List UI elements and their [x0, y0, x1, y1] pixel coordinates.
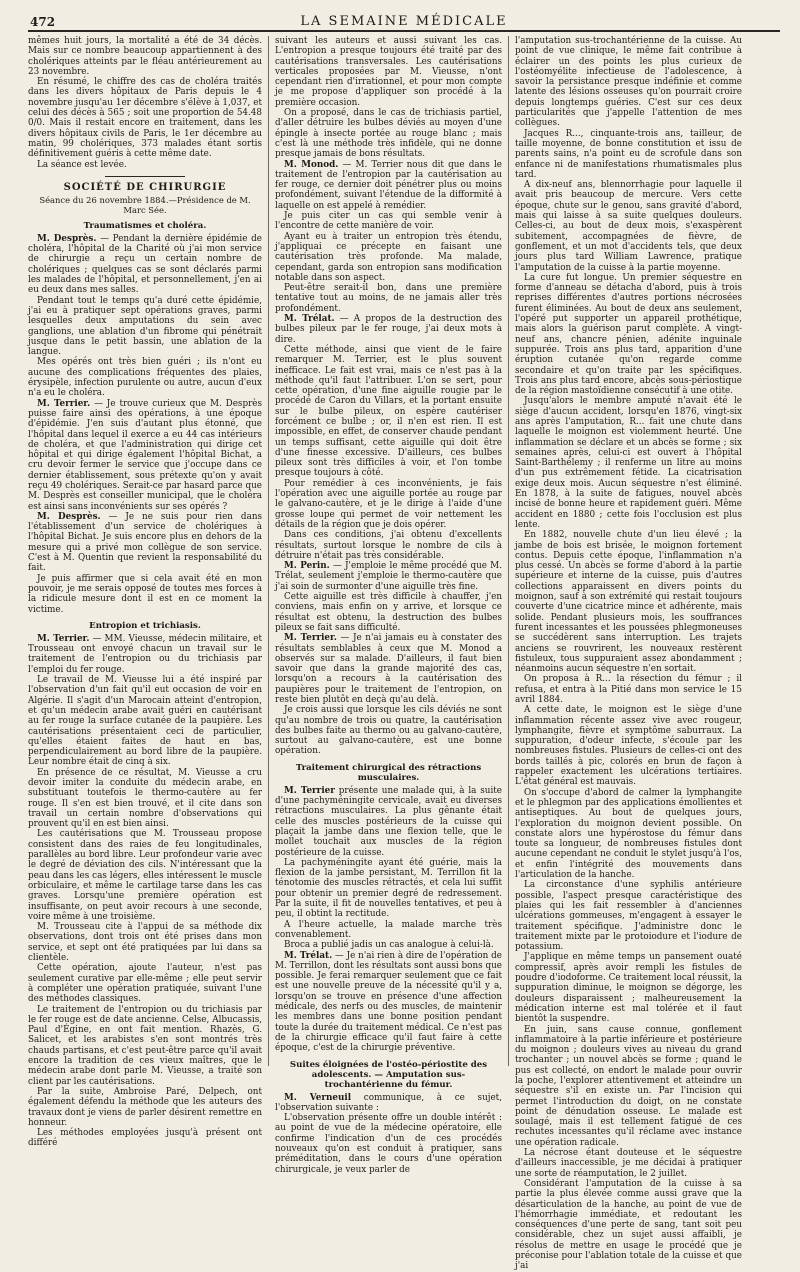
paragraph: M. Trousseau cite à l'appui de sa méthode dix observations, dont trois ont été prises dans mon service, et sept ont été pratiquées par lui dans sa clientèle.	[28, 922, 262, 964]
paragraph: Le traitement de l'entropion ou du trichiasis par le fer rouge est de date ancienne. Celse, Albucassis, Paul d'Égine, en ont fait mention. Rhazès, G. Salicet, et les arabistes s'en sont montrés très chauds partisans, et c'est peut-être parce qu'il avait encore la tradition de ces vieux maîtres, que le médecin arabe dont parle M. Vieusse, a traité son client par les cautérisations.	[28, 1004, 262, 1087]
paragraph-text: — Je n'ai jamais eu à constater des résultats semblables à ceux que M. Monod a observés sur sa malade. D'ailleurs, il faut bien savoir que dans la grande majorité des cas, lorsqu'on a recours à la cautérisation des paupières pour le traitement de l'entropion, on reste bien plutôt en deçà qu'au delà.	[275, 633, 503, 705]
paragraph: Pendant tout le temps qu'a duré cette épidémie, j'ai eu à pratiquer sept opérations graves, parmi lesquelles deux amputations du sein avec ganglions, une ablation d'un fibrome qui pénétrait jusque dans le petit bassin, une ablation de la langue.	[28, 295, 262, 358]
paragraph: Les cautérisations que M. Trousseau propose consistent dans des raies de feu longitudinales, parallèles au bord libre. Leur profondeur varie avec le degré de déviation des cils. N'intéressant que la peau dans les cas légers, elles intéressent le muscle orbiculaire, et même le cartilage tarse dans les cas graves. Lorsqu'une première opération est insuffisante, on peut avoir recours à une seconde, voire même à une troisième.	[28, 829, 262, 922]
paragraph: On proposa à R... la résection du fémur ; il refusa, et entra à la Pitié dans mon service le 15 avril 1884.	[515, 674, 742, 705]
paragraph-text: — J'emploie le même procédé que M. Trélat, seulement j'emploie le thermo-cautère que j'ai soin de surmonter d'une aiguille très fine.	[275, 561, 502, 592]
paragraph: La cure fut longue. Un premier séquestre en forme d'anneau se détacha d'abord, puis à trois reprises différentes d'autres portions nécrosées furent éliminées. Au bout de deux ans seulement, l'opéré put supporter un appareil prothétique, mais alors la guérison parut complète. A vingt-neuf ans, chancre pénien, adénite inguinale suppurée. Trois ans plus tard, apparition d'une éruption cutanée qu'on regarde comme secondaire et qu'on traite par les spécifiques. Trois ans plus tard encore, abcès sous-périostique de la région mastoïdienne consécutif à une otite.	[515, 272, 742, 397]
paragraph-text: — Je ne suis pour rien dans l'établissement d'un service de cholériques à l'hôpital Bichat. Je suis encore plus en dehors de la mesure qui a privé mon collègue de son service. C'est à M. Quentin que revient la responsabilité du fait.	[28, 511, 262, 574]
paragraph: En présence de ce résultat, M. Vieusse a cru devoir imiter la conduite du médecin arabe, en substituant toutefois le thermo-cautère au fer rouge. Il s'en est bien trouvé, et il cite dans son travail un certain nombre d'observations qui prouvent qu'il en est bien ainsi.	[28, 767, 262, 830]
paragraph-text: présente une malade qui, à la suite d'une pachyméningite cervicale, avait eu diverses rétractions musculaires. La plus gênante était celle des muscles postérieurs de la cuisse qui plaçait la jambe dans une flexion telle, que le mollet touchait aux muscles de la région postérieure de la cuisse.	[275, 785, 503, 858]
speaker: M. Desprès.	[37, 233, 97, 244]
paragraph: l'amputation sus-trochantérienne de la cuisse. Au point de vue clinique, le même fait contribue à éclairer un des points les plus curieux de l'ostéomyélite infectieuse de l'adolescence, à savoir la persistance presque indéfinie et comme latente des lésions osseuses qu'on pourrait croire depuis longtemps guéries. C'est sur ces deux particularités que j'appelle l'attention de mes collègues.	[515, 36, 742, 129]
paragraph: La pachyméningite ayant été guérie, mais la flexion de la jambe persistant, M. Terrillon fit la ténotomie des muscles rétractés, et cela lui suffit pour obtenir un premier degré de redressement. Par la suite, il fit de nouvelles tentatives, et peu à peu, il obtint la rectitude.	[275, 857, 502, 920]
column-2	[268, 36, 508, 1175]
speaker: M. Desprès.	[37, 511, 101, 522]
speaker: M. Terrier.	[284, 633, 337, 644]
paragraph: Considérant l'amputation de la cuisse à sa partie la plus élevée comme aussi grave que la désarticulation de la hanche, au point de vue de l'hémorrhagie immédiate, et redoutant les conséquences d'une perte de sang, tant soit peu considérable, chez un sujet aussi affaibli, je résolus de mettre en usage le procédé que je préconise pour l'ablation totale de la cuisse et que j'ai	[515, 1178, 742, 1272]
speaker: M. Terrier	[284, 785, 335, 796]
section-heading: Entropion et trichiasis.	[89, 620, 201, 631]
paragraph: Par la suite, Ambroise Paré, Delpech, ont également défendu la méthode que les auteurs des travaux dont je viens de parler désirent remettre en honneur.	[28, 1086, 262, 1128]
page-number: 472	[30, 15, 56, 29]
paragraph	[275, 1093, 502, 1114]
paragraph: Le travail de M. Vieusse lui a été inspiré par l'observation d'un fait qu'il eut occasion de voir en Algérie. Il s'agit d'un Marocain atteint d'entropion, et qu'un médecin arabe avait guéri en cautérisant au fer rouge la surface cutanée de la paupière. Les cautérisations présentaient ceci de particulier, qu'elles étaient faites de haut en bas, perpendiculairement au bord libre de la paupière. Leur nombre était de cinq à six.	[28, 675, 262, 768]
paragraph: L'observation présente offre un double intérêt : au point de vue de la médecine opératoire, elle confirme l'indication d'un de ces procédés nouveaux qu'on est conduit à pratiquer, sans préméditation, dans le cours d'une opération chirurgicale, je veux parler de	[275, 1113, 502, 1175]
paragraph: Ayant eu à traiter un entropion très étendu, j'appliquai ce précepte en faisant une cautérisation très profonde. Ma malade, cependant, garda son entropion sans modification notable dans son aspect.	[275, 231, 502, 283]
column-1	[28, 36, 268, 1149]
paragraph: J'applique en même temps un pansement ouaté compressif, après avoir rempli les fistules de poudre d'iodoforme. Ce traitement local réussit, la suppuration diminue, le moignon se dégorge, les douleurs disparaissent ; malheureusement la médication interne est mal tolérée et il faut bientôt la suspendre.	[515, 952, 742, 1025]
paragraph: On s'occupe d'abord de calmer la lymphangite et le phlegmon par des applications émollientes et antiseptiques. Au bout de quelques jours, l'exploration du moignon devient possible. On constate alors une hypérostose du fémur dans toute sa longueur, de nombreuses fistules dont aucune cependant ne conduit le stylet jusqu'à l'os, et enfin l'intégrité des mouvements dans l'articulation de la hanche.	[515, 787, 742, 881]
section-heading: Suites éloignées de l'ostéo-périostite des adolescents. — Amputation sus-trochantérienne du fémur.	[289, 1059, 488, 1090]
paragraph	[28, 512, 262, 574]
paragraph: A l'heure actuelle, la malade marche très convenablement.	[275, 919, 502, 940]
paragraph: Cette méthode, ainsi que vient de le faire remarquer M. Terrier, est le plus souvent inefficace. Le fait est vrai, mais ce n'est pas à la méthode qu'il faut l'attribuer. L'on se sert, pour cette opération, d'une fine aiguille rougie par le procédé de Caron du Villars, et la portant ensuite sur le bulbe pileux, on espère cautériser forcément ce bulbe ; or, il n'en est rien. Il est impossible, en effet, de conserver chaude pendant un temps suffisant, cette aiguille qui doit être d'une finesse excessive. D'ailleurs, ces bulbes pileux sont très difficiles à voir, et l'on tombe presque toujours à côté.	[275, 344, 502, 479]
speaker: M. Perin.	[284, 561, 330, 572]
paragraph: La séance est levée.	[37, 159, 127, 170]
seance-line: Séance du 26 novembre 1884.—Présidence de M. Marc Sée.	[39, 194, 251, 215]
paragraph: Peut-être serait-il bon, dans une première tentative tout au moins, de ne jamais aller très profondément.	[275, 283, 502, 314]
paragraph	[275, 633, 502, 705]
paragraph: Je puis citer un cas qui semble venir à l'encontre de cette manière de voir.	[275, 211, 502, 232]
speaker: M. Terrier.	[37, 633, 90, 644]
journal-title: LA SEMAINE MÉDICALE	[300, 14, 508, 29]
paragraph-text: communique, à ce sujet, l'observation suivante :	[275, 1092, 502, 1113]
paragraph: Dans ces conditions, j'ai obtenu d'excellents résultats, surtout lorsque le nombre de cils à détruire n'était pas très considérable.	[275, 530, 502, 561]
paragraph: A dix-neuf ans, blennorrhagie pour laquelle il avait pris beaucoup de mercure. Vers cette époque, chute sur le genou, sans gravité d'abord, mais qui laisse à sa suite quelques douleurs. Celles-ci, au bout de deux mois, s'exaspèrent subitement, accompagnées de fièvre, de gonflement, et un mot d'accidents tels, que deux jours plus tard William Lawrence, pratique l'amputation de la cuisse à la partie moyenne.	[515, 180, 742, 273]
paragraph-text: — A propos de la destruction des bulbes pileux par le fer rouge, j'ai deux mots à dire.	[275, 314, 503, 345]
paragraph: suivant les auteurs et aussi suivant les cas. L'entropion a presque toujours été traité par des cautérisations transversales. Les cautérisations verticales proposées par M. Vieusse, n'ont cependant rien d'irrationnel, et pour mon compte je me propose d'appliquer son procédé à la première occasion.	[275, 36, 502, 108]
speaker: M. Trélat.	[284, 950, 333, 961]
paragraph	[28, 234, 262, 296]
paragraph: Jacques R..., cinquante-trois ans, tailleur, de taille moyenne, de bonne constitution et issu de parents sains, n'a point eu de scrofule dans son enfance ni de manifestations rhumatismales plus tard.	[515, 128, 742, 180]
paragraph: Je puis affirmer que si cela avait été en mon pouvoir, je me serais opposé de toutes mes forces à la ridicule mesure dont il est en ce moment la victime.	[28, 573, 262, 615]
paragraph-text: — Je n'ai rien à dire de l'opération de M. Terrillon, dont les résultats sont aussi bons que possible. Je ferai remarquer seulement que ce fait est une nouvelle preuve de la nécessité qu'il y a, lorsqu'on se trouve en présence d'une affection médicale, des nerfs ou des muscles, de maintenir les membres dans une bonne position pendant toute la durée du traitement médical. Ce n'est pas de la chirurgie efficace qu'il faut faire à cette époque, c'est de la chirurgie préventive.	[275, 950, 502, 1054]
paragraph	[275, 160, 502, 211]
column-3	[508, 36, 748, 1272]
paragraph: Je crois aussi que lorsque les cils déviés ne sont qu'au nombre de trois ou quatre, la cautérisation des bulbes faite au thermo ou au galvano-cautère, surtout au galvano-cautère, est une bonne opération.	[275, 705, 502, 757]
paragraph	[28, 399, 262, 512]
paragraph: Pour remédier à ces inconvénients, je fais l'opération avec une aiguille portée au rouge par le galvano-cautère, et je le dirige à l'aide d'une grosse loupe qui permet de voir nettement les détails de la région que je dois opérer.	[275, 478, 502, 530]
speaker: M. Monod.	[284, 159, 339, 170]
paragraph	[28, 634, 262, 675]
paragraph-text: — Je trouve curieux que M. Desprès puisse faire ainsi des opérations, à une époque d'épidémie. J'en suis d'autant plus étonné, que l'hôpital dans lequel il exerce a eu 44 cas intérieurs de choléra, et que l'administration qui dirige cet hôpital et qui dirige également l'hôpital Bichat, a cru devoir fermer le service que j'occupe dans ce dernier établissement, sous prétexte qu'on y avait reçu 49 cholériques. Serait-ce par hasard parce que M. Desprès est conseiller municipal, que le choléra est ainsi sans inconvénients sur ses opérés ?	[28, 398, 263, 512]
paragraph: mêmes huit jours, la mortalité a été de 34 décès. Mais sur ce nombre beaucoup appartiennent à des cholériques atteints par le fléau antérieurement au 23 novembre.	[28, 36, 262, 77]
paragraph: A cette date, le moignon est le siège d'une inflammation récente assez vive avec rougeur, lymphangite, fièvre et symptôme saburraux. La suppuration, d'odeur infecte, s'écoule par les nombreuses fistules. Plusieurs de celles-ci ont des bords taillés à pic, colorés en brun de façon à rappeler exactement les ulcérations tertiaires. L'état général est mauvais.	[515, 705, 742, 788]
paragraph: Les méthodes employées jusqu'à présent ont différé	[28, 1128, 262, 1149]
section-heading: Traumatismes et choléra.	[83, 220, 207, 231]
speaker: M. Terrier.	[37, 398, 91, 409]
paragraph: Mes opérés ont très bien guéri ; ils n'ont eu aucune des complications fréquentes des plaies, érysipèle, infection purulente ou autre, aucun d'eux n'a eu le choléra.	[28, 357, 262, 399]
paragraph	[275, 951, 502, 1054]
paragraph: Cette aiguille est très difficile à chauffer, j'en conviens, mais enfin on y arrive, et lorsque ce résultat est obtenu, la destruction des bulbes pileux se fait sans difficulté.	[275, 592, 502, 633]
paragraph: En 1882, nouvelle chute d'un lieu élevé ; la jambe de bois est brisée, le moignon fortement contus. Depuis cette époque, l'inflammation n'a plus cessé. Un abcès se forme d'abord à la partie supérieure et interne de la cuisse, puis d'autres collections apparaissent en divers points du moignon, sauf à son extrémité qui restait toujours couverte d'une cicatrice mince et adhérente, mais solide. Pendant plusieurs mois, les souffrances furent incessantes et les poussées phlegmoneuses se succédèrent sans interruption. Les trajets anciens se rouvrirent, les nouveaux restèrent fistuleux, tous suppuraient assez abondamment ; néanmoins aucun séquestre n'en sortait.	[515, 530, 742, 675]
paragraph	[275, 314, 502, 345]
speaker: M. Trélat.	[284, 314, 335, 325]
paragraph-text: — Pendant la dernière épidémie de choléra, l'hôpital de la Charité où j'ai mon service de chirurgie a reçu un certain nombre de cholériques ; quelques cas se sont déclarés parmi les malades de l'hôpital, et personnellement, j'en ai eu deux dans mes salles.	[28, 233, 262, 296]
paragraph-text: — M. Terrier nous dit que dans le traitement de l'entropion par la cautérisation au fer rouge, ce dernier doit pénétrer plus ou moins profondément, suivant l'étendue de la difformité à laquelle on est appelé à remédier.	[275, 159, 502, 211]
paragraph: Jusqu'alors le membre amputé n'avait été le siège d'aucun accident, lorsqu'en 1876, vingt-six ans après l'amputation, R... fait une chute dans laquelle le moignon est violemment heurté. Une inflammation se déclare et un abcès se forme ; six semaines après, celui-ci est ouvert à l'hôpital Saint-Barthélemy ; il renferme un litre au moins d'un pus extrêmement fétide. La cicatrisation exige deux mois. Aucun séquestre n'est éliminé. En 1878, à la suite de fatigues, nouvel abcès incisé de bonne heure et rapidement guéri. Même accident en 1880 ; cette fois l'occlusion est plus lente.	[515, 396, 742, 530]
paragraph: En résumé, le chiffre des cas de choléra traités dans les divers hôpitaux de Paris depuis le 4 novembre jusqu'au 1er décembre s'élève à 1,037, et celui des décès à 565 ; soit une proportion de 54.48 0/0. Mais il restait encore en traitement, dans les divers hôpitaux civils de Paris, le 1er décembre au matin, 99 cholériques, 373 malades étant sortis définitivement guéris à cette même date.	[28, 77, 262, 160]
paragraph: La nécrose étant douteuse et le séquestre d'ailleurs inaccessible, je me décidai à pratiquer une sorte de réamputation, le 2 juillet.	[515, 1148, 742, 1179]
section-heading: Traitement chirurgical des rétractions musculaires.	[295, 762, 482, 783]
speaker: M. Verneuil	[284, 1092, 352, 1103]
society-title: SOCIÉTÉ DE CHIRURGIE	[63, 181, 227, 193]
page-header	[28, 6, 780, 32]
paragraph: Broca a publié jadis un cas analogue à celui-là.	[284, 940, 494, 951]
divider	[105, 176, 185, 177]
paragraph: En juin, sans cause connue, gonflement inflammatoire à la partie inférieure et postérieure du moignon ; douleurs vives au niveau du grand trochanter ; un nouvel abcès se forme ; quand le pus est collecté, on endort le malade pour ouvrir la poche, l'explorer attentivement et atteindre un séquestre s'il en existe un. Par l'incision qui permet l'introduction du doigt, on ne constate point de dénudation osseuse. Le malade est soulagé, mais il est tellement fatigué de ces rechutes incessantes qu'il réclame avec instance une opération radicale.	[515, 1024, 742, 1148]
paragraph: Cette opération, ajoute l'auteur, n'est pas seulement curative par elle-même ; elle peut servir à compléter une opération pratiquée, suivant l'une des méthodes classiques.	[28, 963, 262, 1005]
text-columns	[28, 36, 780, 1272]
paragraph: On a proposé, dans le cas de trichiasis partiel, d'aller détruire les bulbes déviés au moyen d'une épingle à insecte portée au rouge blanc ; mais c'est là une méthode très infidèle, qui ne donne presque jamais de bons résultats.	[275, 108, 502, 160]
paragraph	[275, 786, 502, 858]
paragraph-text: — MM. Vieusse, médecin militaire, et Trousseau ont envoyé chacun un travail sur le traitement de l'entropion ou du trichiasis par l'emploi du fer rouge.	[28, 633, 263, 675]
paragraph	[275, 561, 502, 592]
paragraph: La circonstance d'une syphilis antérieure possible, l'aspect presque caractéristique des plaies qui les fait ressembler à d'anciennes ulcérations gommeuses, m'engagent à essayer le traitement spécifique. J'administre donc le traitement mixte par le protoiodure et l'iodure de potassium.	[515, 880, 742, 953]
